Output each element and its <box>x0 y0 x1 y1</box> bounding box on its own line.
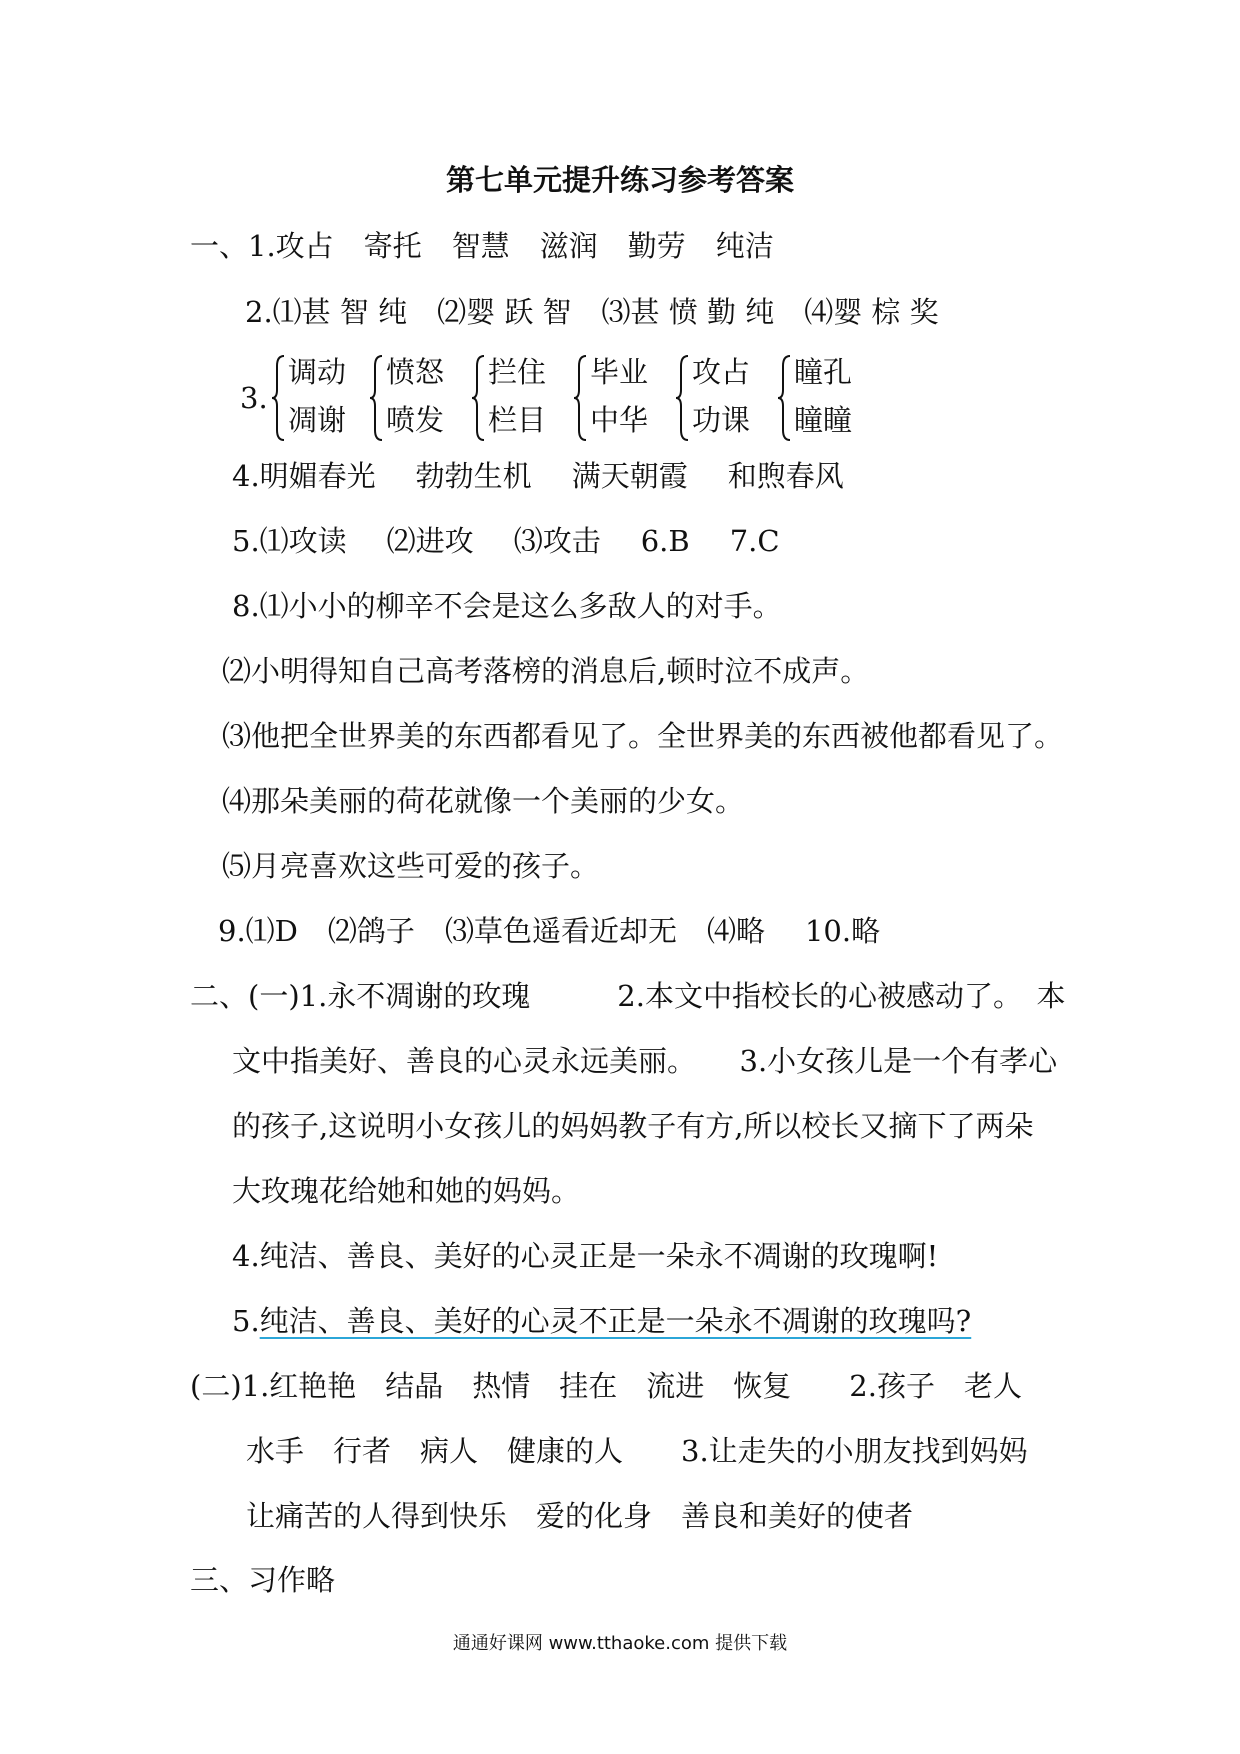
answer-term: 勃勃生机 <box>415 459 532 493</box>
answer-term: ⑶攻击 <box>513 524 601 558</box>
answer-line-1-4 <box>232 458 844 494</box>
answer-term: ⑶草色遥看近却无 <box>444 914 677 948</box>
answer-line-2-8: 水手 行者 病人 健康的人 3.让走失的小朋友找到妈妈 <box>246 1434 1028 1468</box>
brace-icon <box>270 354 286 442</box>
answer-term: 纯洁 <box>715 229 774 263</box>
brace-word-bottom: 凋谢 <box>288 403 347 437</box>
answer-line-2-9: 让痛苦的人得到快乐 爱的化身 善良和美好的使者 <box>246 1499 914 1533</box>
answer-line-2-6 <box>232 1303 971 1339</box>
brace-word-bottom: 功课 <box>692 403 751 437</box>
answer-term: 6.B <box>640 524 690 558</box>
answer-term: 满天朝霞 <box>571 459 688 493</box>
brace-word-bottom: 喷发 <box>386 403 445 437</box>
answer-term: ⑷婴 棕 奖 <box>804 295 939 329</box>
brace-word-bottom: 瞳瞳 <box>794 403 853 437</box>
brace-word-bottom: 栏目 <box>488 403 547 437</box>
answer-term: 7.C <box>729 524 780 558</box>
answer-term: 2.⑴甚 智 纯 <box>245 295 408 329</box>
page-footer: 通通好课网 www.tthaoke.com 提供下载 <box>452 1633 788 1654</box>
brace-icon <box>674 354 690 442</box>
answer-term: 智慧 <box>451 229 510 263</box>
brace-icon <box>368 354 384 442</box>
answer-line-1-8c: ⑶他把全世界美的东西都看见了。全世界美的东西被他都看见了。 <box>222 719 1064 753</box>
page-title: 第七单元提升练习参考答案 <box>445 163 794 197</box>
brace-word-bottom: 中华 <box>590 403 649 437</box>
answer-term: 勤劳 <box>627 229 686 263</box>
answer-term: 10.略 <box>804 914 881 948</box>
answer-term: 寄托 <box>363 229 422 263</box>
answer-line-1-8b: ⑵小明得知自己高考落榜的消息后,顿时泣不成声。 <box>222 654 870 688</box>
answer-term: 5.⑴攻读 <box>232 524 347 558</box>
answer-term: ⑵鸽子 <box>327 914 415 948</box>
underlined-answer: 纯洁、善良、美好的心灵不正是一朵永不凋谢的玫瑰吗? <box>259 1304 972 1338</box>
brace-word-top: 瞳孔 <box>794 355 853 389</box>
answer-term: ⑵进攻 <box>386 524 474 558</box>
brace-word-top: 攻占 <box>692 355 751 389</box>
answer-line-1-2 <box>245 294 939 330</box>
answer-term: ⑵婴 跃 智 <box>437 295 572 329</box>
answer-term: 滋润 <box>539 229 598 263</box>
answer-line-2-2: 文中指美好、善良的心灵永远美丽。 3.小女孩儿是一个有孝心 <box>232 1044 1058 1078</box>
answer-line-1-1 <box>190 228 774 264</box>
answer-line-1-9 <box>218 913 880 949</box>
answer-line-1-8e: ⑸月亮喜欢这些可爱的孩子。 <box>222 849 600 883</box>
answer-term: ⑶甚 愤 勤 纯 <box>601 295 775 329</box>
item-number: 5. <box>232 1304 260 1338</box>
answer-line-1-5 <box>232 523 780 559</box>
answer-line-2-5: 4.纯洁、善良、美好的心灵正是一朵永不凋谢的玫瑰啊! <box>232 1239 939 1273</box>
brace-icon <box>572 354 588 442</box>
answer-term: ⑷略 <box>706 914 765 948</box>
brace-word-top: 愤怒 <box>386 355 445 389</box>
answer-line-1-8d: ⑷那朵美丽的荷花就像一个美丽的少女。 <box>222 784 745 818</box>
answer-term: 和煦春风 <box>727 459 844 493</box>
answer-term: 9.⑴D <box>218 914 298 948</box>
answer-line-2-1: 二、(一)1.永不凋谢的玫瑰 2.本文中指校长的心被感动了。 本 <box>190 979 1066 1013</box>
brace-icon <box>470 354 486 442</box>
brace-word-top: 调动 <box>288 355 347 389</box>
brace-icon <box>776 354 792 442</box>
answer-line-2-7: (二)1.红艳艳 结晶 热情 挂在 流进 恢复 2.孩子 老人 <box>190 1369 1022 1403</box>
answer-line-1-8a: 8.⑴小小的柳辛不会是这么多敌人的对手。 <box>232 589 782 623</box>
item-number: 3. <box>240 381 268 415</box>
brace-word-top: 拦住 <box>488 355 547 389</box>
brace-word-top: 毕业 <box>590 355 649 389</box>
answer-term: 一、1.攻占 <box>190 229 334 263</box>
answer-line-2-3: 的孩子,这说明小女孩儿的妈妈教子有方,所以校长又摘下了两朵 <box>232 1109 1034 1143</box>
answer-line-3: 三、习作略 <box>190 1563 336 1597</box>
answer-line-2-4: 大玫瑰花给她和她的妈妈。 <box>232 1174 581 1208</box>
answer-term: 4.明媚春光 <box>232 459 376 493</box>
